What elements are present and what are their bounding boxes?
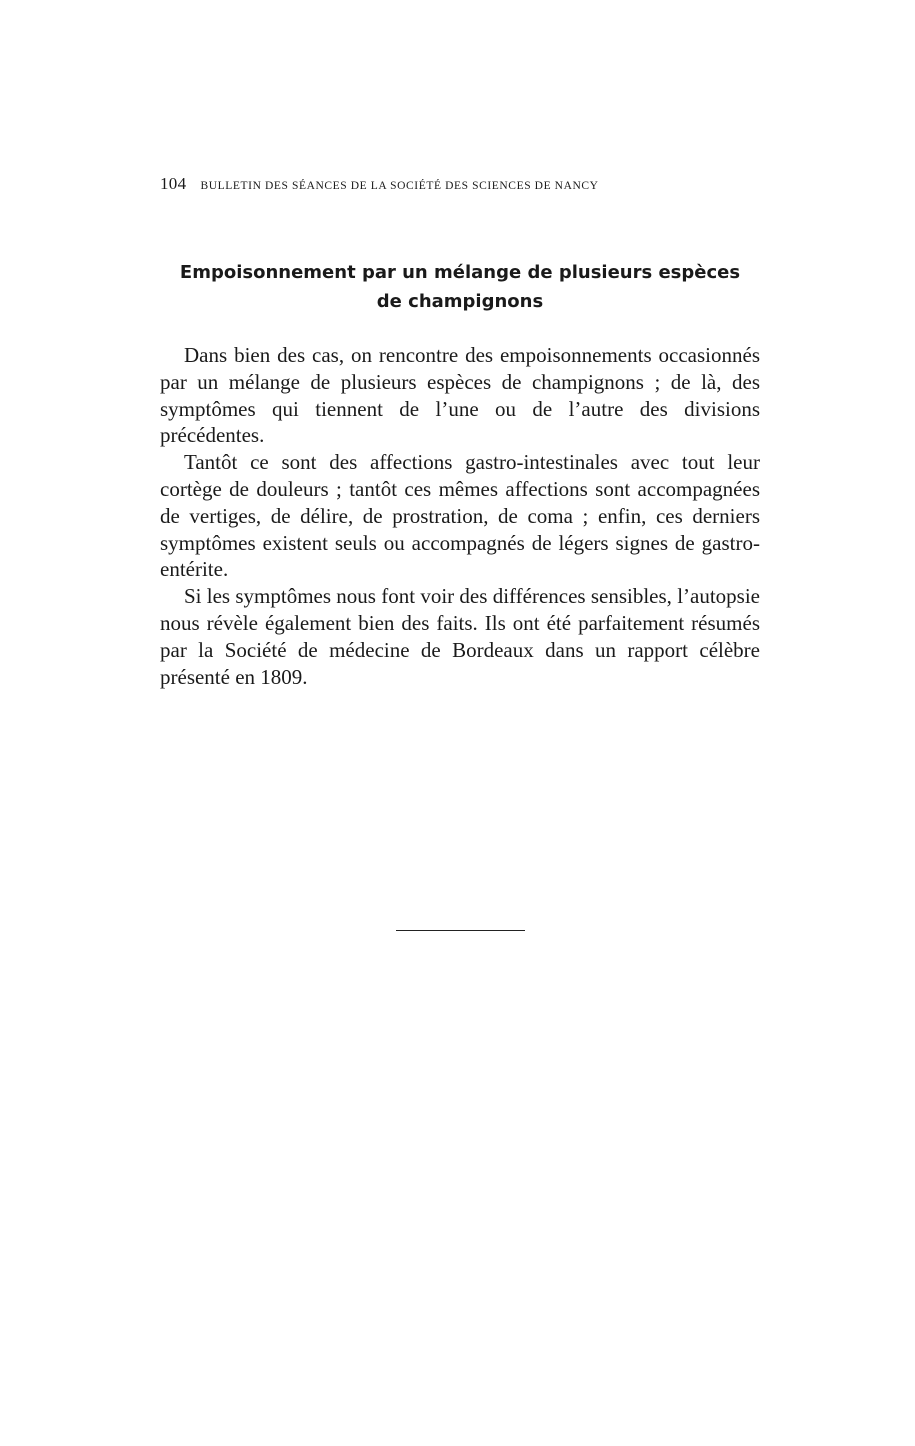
paragraph-2: Tantôt ce sont des affections gastro-intestinales avec tout leur cortège de douleurs ; tantôt ces mêmes affections sont accompagnées de vertiges, de délire, de prostration, de coma ; enfin, ces derniers symptômes existent seuls ou accompagnés de légers signes de gastro-entérite. (160, 450, 760, 582)
page-number: 104 (160, 174, 187, 193)
section-separator-rule (396, 930, 525, 931)
paragraph-3: Si les symptômes nous font voir des différences sensibles, l’autopsie nous révèle également bien des faits. Ils ont été parfaitement résumés par la Société de médecine de Bordeaux dans un rapport célèbre présenté en 1809. (160, 584, 760, 689)
article-title-line-1: Empoisonnement par un mélange de plusieurs espèces (179, 262, 741, 283)
article-title (160, 258, 760, 316)
paragraph-1: Dans bien des cas, on rencontre des empoisonnements occasionnés par un mélange de plusieurs espèces de champignons ; de là, des symptômes qui tiennent de l’une ou de l’autre des divisions précédentes. (160, 343, 760, 448)
running-head (160, 174, 760, 194)
journal-title: BULLETIN DES SÉANCES DE LA SOCIÉTÉ DES SCIENCES DE NANCY (200, 180, 599, 192)
article-title-line-2: de champignons (376, 291, 544, 312)
article-body (160, 342, 760, 690)
